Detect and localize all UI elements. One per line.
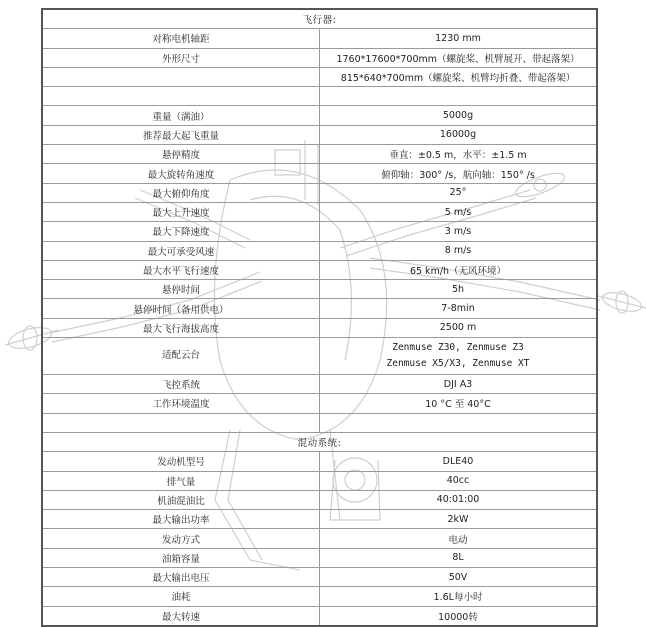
row-value: 5 m/s — [320, 202, 598, 221]
row-value: 1230 mm — [320, 29, 598, 48]
row-value: 8L — [320, 548, 598, 567]
gimbal-line-1: Zenmuse Z30, Zenmuse Z3 — [392, 342, 524, 354]
table-row — [42, 145, 597, 164]
row-label — [42, 67, 320, 86]
spec-table — [41, 8, 598, 627]
row-label: 最大飞行海拔高度 — [42, 318, 320, 337]
row-value: 40:01:00 — [320, 490, 598, 509]
row-label: 发动机型号 — [42, 452, 320, 471]
section-title: 飞行器: — [42, 9, 597, 29]
table-row — [42, 48, 597, 67]
row-label: 机油混油比 — [42, 490, 320, 509]
row-label: 最大水平飞行速度 — [42, 260, 320, 279]
row-value: 7-8min — [320, 299, 598, 318]
row-label: 飞控系统 — [42, 375, 320, 394]
table-row — [42, 29, 597, 48]
right-propeller-icon — [598, 289, 646, 315]
row-label: 工作环境温度 — [42, 394, 320, 413]
table-row — [42, 529, 597, 548]
table-row — [42, 87, 597, 106]
row-label: 最大俯仰角度 — [42, 183, 320, 202]
table-row — [42, 587, 597, 606]
row-label: 油耗 — [42, 587, 320, 606]
table-row — [42, 202, 597, 221]
table-row — [42, 375, 597, 394]
section-title: 混动系统: — [42, 432, 597, 451]
table-row — [42, 318, 597, 337]
row-value: 俯仰轴：300° /s，航向轴：150° /s — [320, 164, 598, 183]
row-value: DJI A3 — [320, 375, 598, 394]
row-value: 10 °C 至 40°C — [320, 394, 598, 413]
row-value: 1760*17600*700mm（螺旋桨、机臂展开、带起落架） — [320, 48, 598, 67]
row-value: 65 km/h（无风环境） — [320, 260, 598, 279]
row-value: DLE40 — [320, 452, 598, 471]
row-label — [42, 87, 320, 106]
table-row — [42, 548, 597, 567]
row-label: 重量（满油） — [42, 106, 320, 125]
row-value: 2500 m — [320, 318, 598, 337]
row-value: 16000g — [320, 125, 598, 144]
row-label: 悬停时间（备用供电） — [42, 299, 320, 318]
row-label — [42, 413, 320, 432]
row-value: 50V — [320, 568, 598, 587]
table-row — [42, 299, 597, 318]
table-row — [42, 568, 597, 587]
table-row — [42, 280, 597, 299]
table-row — [42, 490, 597, 509]
row-value: 815*640*700mm（螺旋桨、机臂均折叠、带起落架） — [320, 67, 598, 86]
row-value: 40cc — [320, 471, 598, 490]
table-row — [42, 222, 597, 241]
row-label: 油箱容量 — [42, 548, 320, 567]
hybrid-section-header — [42, 432, 597, 451]
table-row — [42, 510, 597, 529]
row-value: 2kW — [320, 510, 598, 529]
row-label: 悬停精度 — [42, 145, 320, 164]
row-label: 最大输出功率 — [42, 510, 320, 529]
gimbal-value — [320, 338, 598, 375]
table-row — [42, 606, 597, 626]
table-row — [42, 106, 597, 125]
flight-section-header — [42, 9, 597, 29]
row-value: 10000转 — [320, 606, 598, 626]
row-label: 排气量 — [42, 471, 320, 490]
table-row — [42, 413, 597, 432]
row-label: 最大下降速度 — [42, 222, 320, 241]
table-row — [42, 67, 597, 86]
row-value — [320, 87, 598, 106]
row-label: 对称电机轴距 — [42, 29, 320, 48]
row-label: 外形尺寸 — [42, 48, 320, 67]
row-value: 5000g — [320, 106, 598, 125]
table-row — [42, 241, 597, 260]
table-row — [42, 164, 597, 183]
row-label: 最大输出电压 — [42, 568, 320, 587]
table-row — [42, 394, 597, 413]
row-value — [320, 413, 598, 432]
row-value: 5h — [320, 280, 598, 299]
row-label: 适配云台 — [42, 338, 320, 375]
table-row — [42, 471, 597, 490]
row-value: 25° — [320, 183, 598, 202]
table-row — [42, 452, 597, 471]
row-value: 1.6L每小时 — [320, 587, 598, 606]
row-label: 推荐最大起飞重量 — [42, 125, 320, 144]
gimbal-line-2: Zenmuse X5/X3, Zenmuse XT — [386, 358, 530, 370]
table-row — [42, 260, 597, 279]
row-value: 8 m/s — [320, 241, 598, 260]
table-row-gimbal — [42, 338, 597, 375]
row-label: 最大转速 — [42, 606, 320, 626]
row-value: 3 m/s — [320, 222, 598, 241]
row-label: 最大可承受风速 — [42, 241, 320, 260]
table-row — [42, 125, 597, 144]
row-label: 发动方式 — [42, 529, 320, 548]
row-value: 电动 — [320, 529, 598, 548]
row-label: 最大旋转角速度 — [42, 164, 320, 183]
row-value: 垂直：±0.5 m，水平：±1.5 m — [320, 145, 598, 164]
row-label: 悬停时间 — [42, 280, 320, 299]
row-label: 最大上升速度 — [42, 202, 320, 221]
table-row — [42, 183, 597, 202]
